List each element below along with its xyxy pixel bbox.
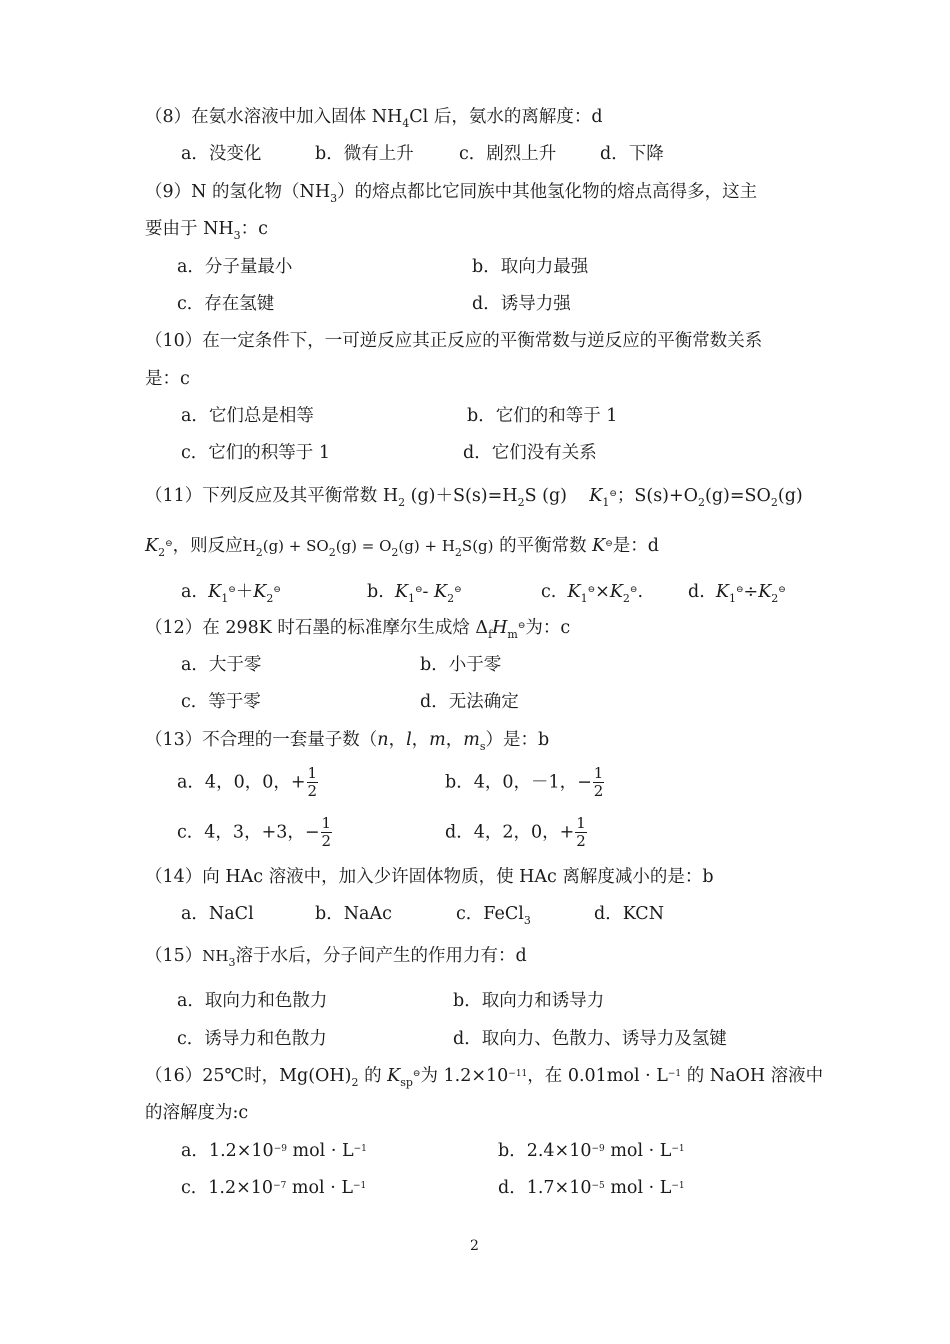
question-13-stem: （13）不合理的一套量子数（n，l，m，$m_s$）是：b [145,730,550,753]
question-16-stem: （16）25℃时，$Mg(OH)_2$ 的 $K_{sp}^⊖$为 $1.2\times 10^{-11}$，在 $0.01mol \cdot L^{-1}$ 的 NaOH 溶液中 [145,1066,824,1089]
question-10-stem: （10）在一定条件下，一可逆反应其正反应的平衡常数与逆反应的平衡常数关系 [145,331,763,351]
option-a: a．$1.2\times 10^{-9}$ mol · $L^{-1}$ [181,1141,367,1161]
option-c: c．等于零 [181,692,261,712]
option-a: a．取向力和色散力 [177,991,328,1011]
option-c: c．存在氢键 [177,294,275,314]
option-d: d．KCN [594,904,665,924]
fraction: $\frac{1}{2}$ [307,764,318,801]
option-d: d．$1.7\times 10^{-5}$ mol · $L^{-1}$ [498,1178,685,1198]
page-number: 2 [470,1238,479,1254]
option-a: a．它们总是相等 [181,406,314,426]
fraction: $\frac{1}{2}$ [593,764,604,801]
option-b: b．4，0，－1，− $\frac{1}{2}$ [445,764,604,801]
option-c: c．诱导力和色散力 [177,1029,327,1049]
option-b: b．微有上升 [315,144,414,164]
fraction: $\frac{1}{2}$ [321,814,332,851]
option-a: a．没变化 [181,144,262,164]
option-c: c．$1.2\times 10^{-7}$ mol · $L^{-1}$ [181,1178,367,1198]
option-b: b. $K_1^⊖-$ $K_2^⊖$ [367,582,462,605]
question-12-stem: （12）在 298K 时石墨的标准摩尔生成焓 $\Delta_fH_m^⊖$为：c [145,618,571,641]
option-d: d．诱导力强 [472,294,571,314]
option-d: d．取向力、色散力、诱导力及氢键 [453,1029,727,1049]
option-a: a．4，0，0，+ $\frac{1}{2}$ [177,764,318,801]
question-14-stem: （14）向 HAc 溶液中，加入少许固体物质，使 HAc 离解度减小的是：b [145,867,714,887]
option-d: d. $K_1^⊖\div K_2^⊖$ [688,582,786,605]
fraction: $\frac{1}{2}$ [576,814,586,851]
option-c: c. $K_1^⊖\times K_2^⊖$. [541,582,644,605]
option-c: c．4，3，+3，− $\frac{1}{2}$ [177,814,332,851]
option-b: b．$2.4\times 10^{-9}$ mol · $L^{-1}$ [498,1141,685,1161]
option-a: a. $K_1^⊖+K_2^⊖$ [181,582,281,605]
option-b: b．NaAc [315,904,392,924]
option-d: d．4，2，0，+ $\frac{1}{2}$ [445,814,586,851]
option-d: d．无法确定 [420,692,519,712]
question-11-stem-line2: $K_2^⊖$，则反应$H_2(g) + SO_2(g) = O_2(g) + H_2S(g)$ 的平衡常数 K⊖是：d [145,536,659,559]
question-9-stem-line2: 要由于 $NH_3$：c [145,219,268,242]
question-10-stem-line2: 是：c [145,369,190,389]
option-c: c．它们的积等于 1 [181,443,330,463]
option-d: d．它们没有关系 [463,443,597,463]
option-d: d．下降 [600,144,664,164]
question-8-stem: （8）在氨水溶液中加入固体 $NH_4Cl$ 后，氨水的离解度：d [145,107,603,130]
question-16-stem-line2: 的溶解度为:c [145,1103,249,1123]
option-b: b．取向力最强 [472,257,589,277]
option-b: b．它们的和等于 1 [467,406,618,426]
question-9-stem: （9）N 的氢化物$(NH_3)$的熔点都比它同族中其他氢化物的熔点高得多，这主 [145,182,758,205]
option-c: c．FeCl$_3$ [456,904,531,927]
question-15-stem: $(15)NH_3$溶于水后，分子间产生的作用力有：d [145,946,527,969]
option-c: c．剧烈上升 [459,144,557,164]
option-a: a．大于零 [181,655,262,675]
option-a: a．NaCl [181,904,254,924]
option-b: b．小于零 [420,655,502,675]
option-b: b．取向力和诱导力 [453,991,605,1011]
option-a: a．分子量最小 [177,257,293,277]
question-11-stem: （11）下列反应及其平衡常数 $H_2$ $(g)+S(s)=H_2S$ (g) $K_1^⊖$；$S(s)+O_2(g)=SO_2(g)$ [145,486,803,509]
